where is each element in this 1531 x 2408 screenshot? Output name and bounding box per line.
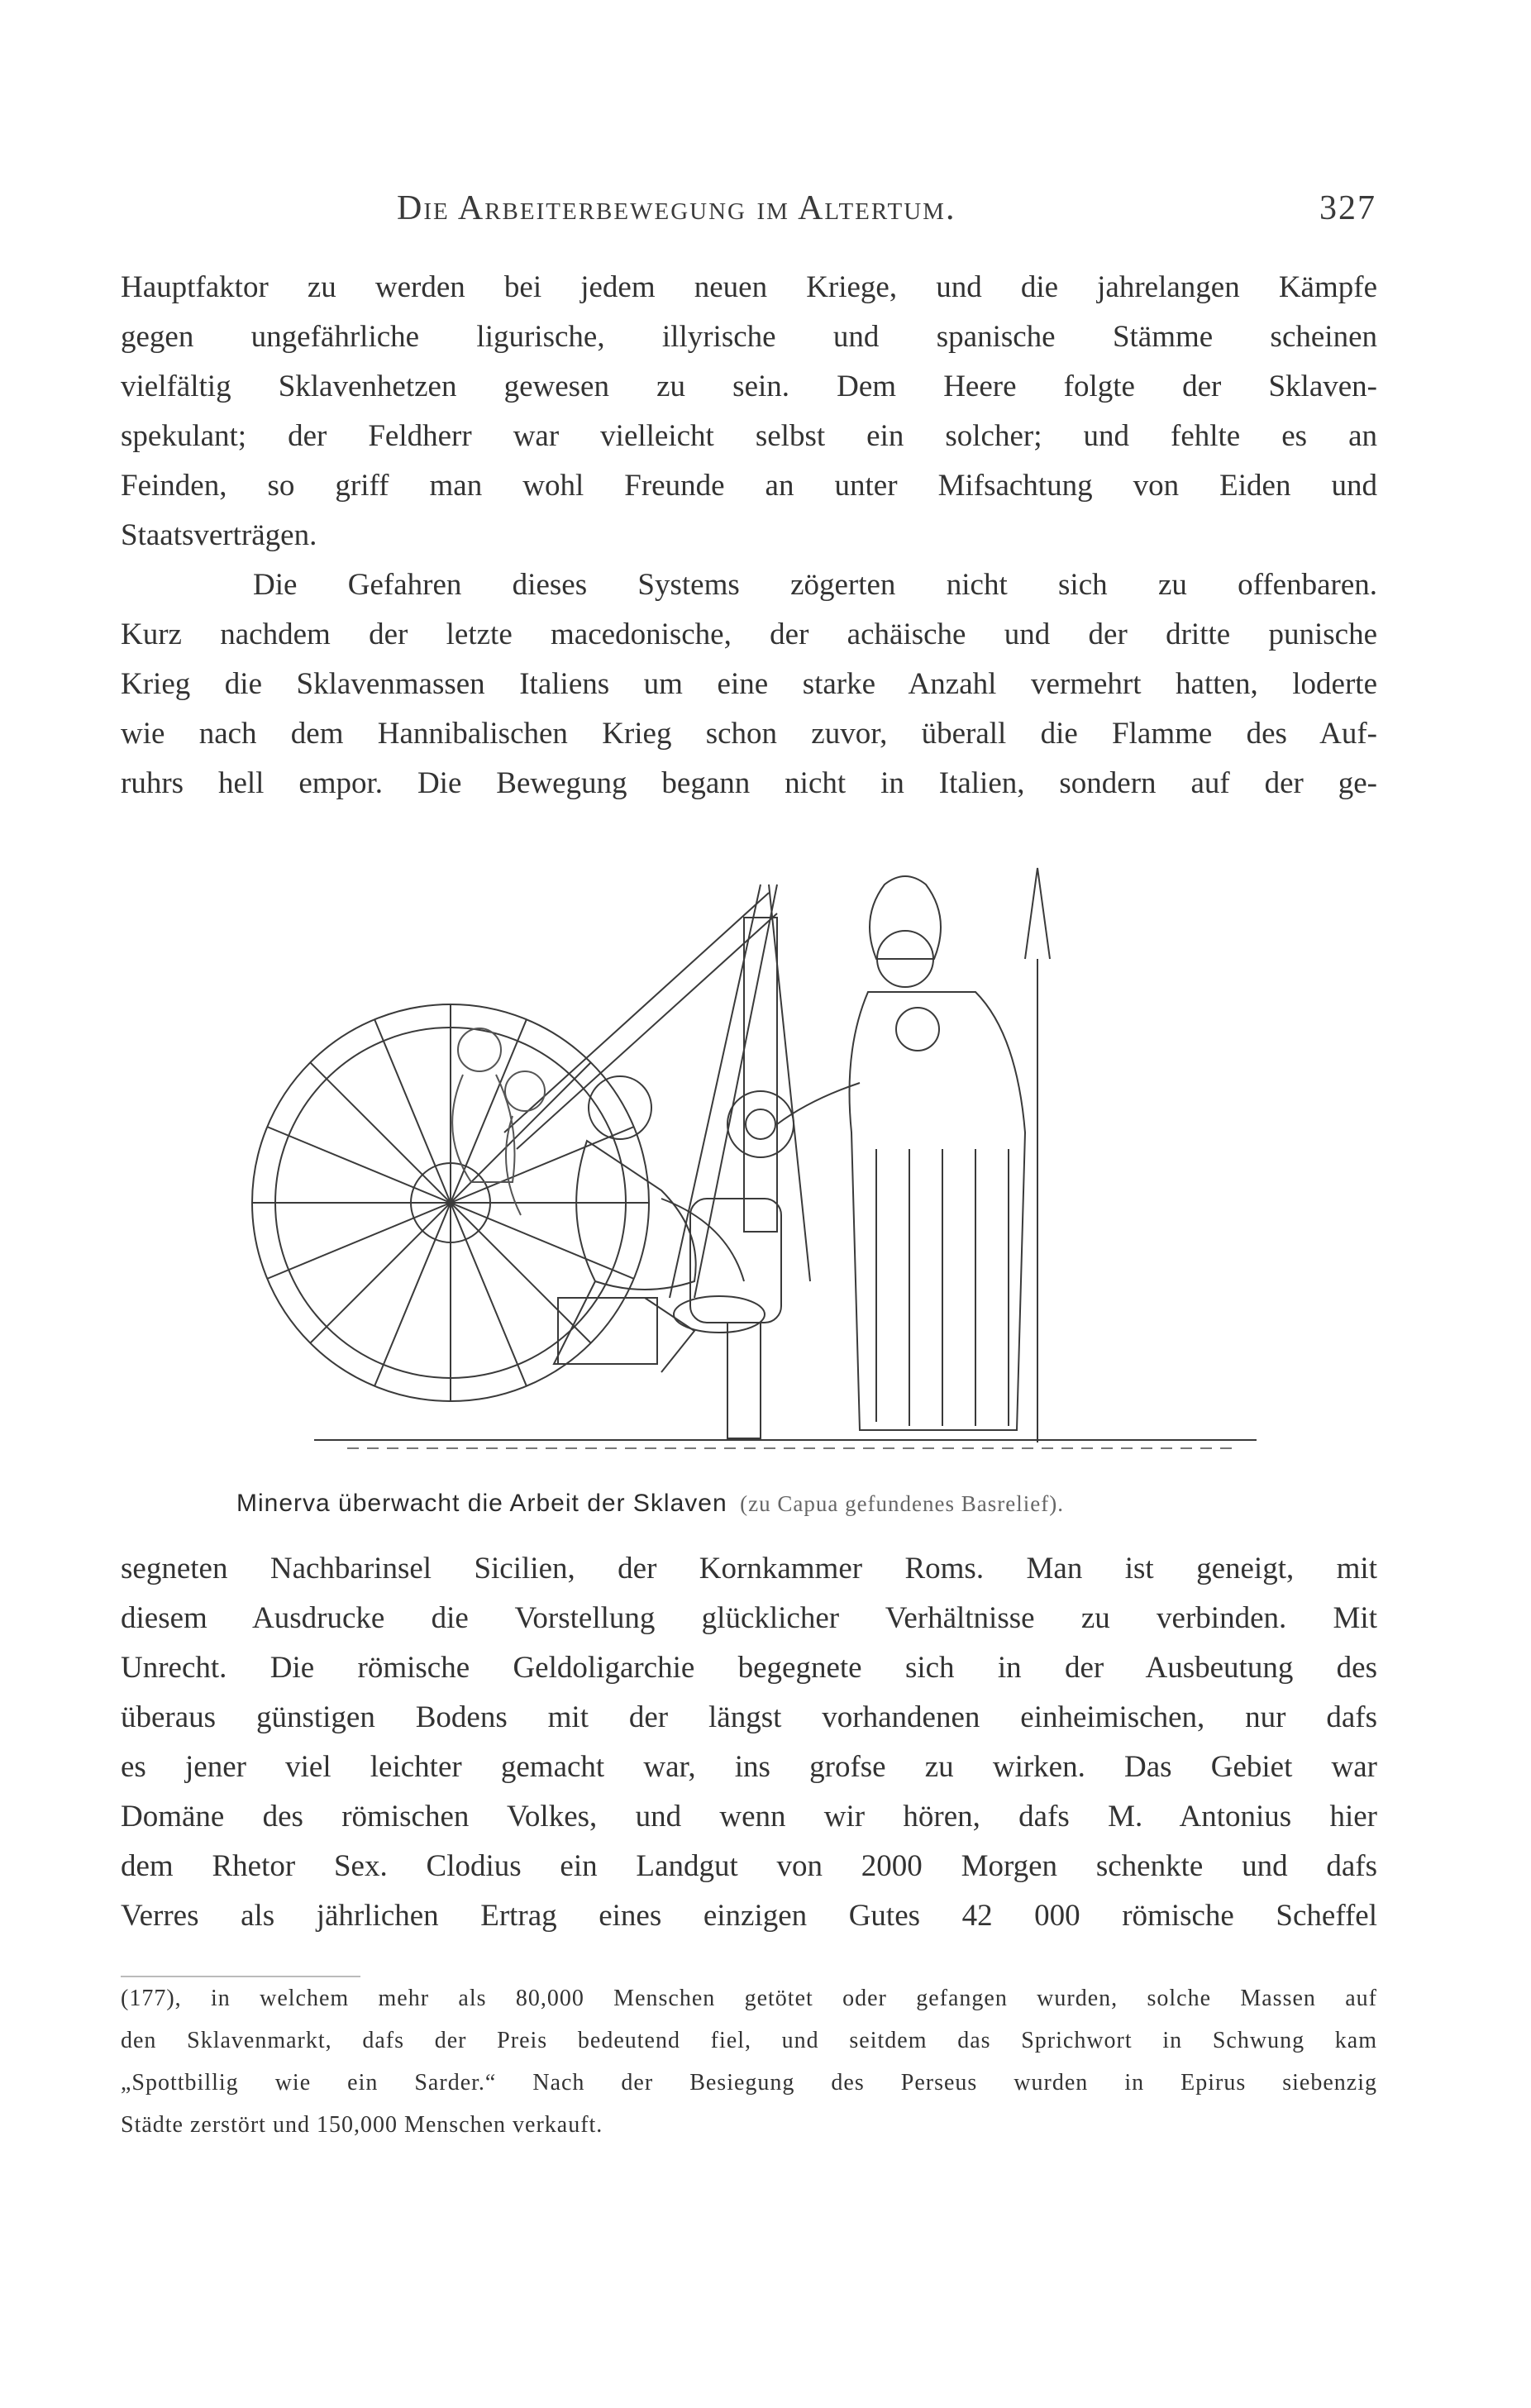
text-line: dem Rhetor Sex. Clodius ein Landgut von 2000 Morgen schenkte und dafs [121,1849,1377,1883]
page-number: 327 [1319,189,1376,227]
footnote-line: den Sklavenmarkt, dafs der Preis bedeutend fiel, und seitdem das Sprichwort in Schwung kam [121,2028,1377,2053]
text-line: Domäne des römischen Volkes, und wenn wir hören, dafs M. Antonius hier [121,1800,1377,1833]
body-text-bottom [121,1544,1377,1941]
text-line: überaus günstigen Bodens mit der längst vorhandenen einheimischen, nur dafs [121,1700,1377,1734]
relief-engraving [231,835,1265,1476]
paragraph-first-line: Die Gefahren dieses Systems zögerten nicht sich zu offenbaren. [253,568,1377,602]
text-line: diesem Ausdrucke die Vorstellung glücklicher Verhältnisse zu verbinden. Mit [121,1601,1377,1635]
caption-text: Minerva überwacht die Arbeit der Sklaven [236,1490,727,1517]
text-line: Unrecht. Die römische Geldoligarchie begegnete sich in der Ausbeutung des [121,1651,1377,1685]
text-line: gegen ungefährliche ligurische, illyrische und spanische Stämme scheinen [121,320,1377,354]
text-line: segneten Nachbarinsel Sicilien, der Kornkammer Roms. Man ist geneigt, mit [121,1552,1377,1585]
relief-illustration [231,835,1265,1476]
text-line: es jener viel leichter gemacht war, ins grofse zu wirken. Das Gebiet war [121,1750,1377,1784]
treadwheel [252,1004,649,1401]
footnote-line: Städte zerstört und 150,000 Menschen verkauft. [121,2112,603,2138]
text-line: Krieg die Sklavenmassen Italiens um eine starke Anzahl vermehrt hatten, loderte [121,667,1377,701]
minerva-figure [777,868,1050,1442]
footnote-line: (177), in welchem mehr als 80,000 Menschen getötet oder gefangen wurden, solche Massen auf [121,1986,1377,2011]
caption-source: (zu Capua gefundenes Basrelief). [740,1491,1064,1516]
text-line: Hauptfaktor zu werden bei jedem neuen Kriege, und die jahrelangen Kämpfe [121,270,1377,304]
running-head [397,188,1376,238]
figure-caption [236,1490,1311,1518]
text-line: Feinden, so griff man wohl Freunde an unter Mifsachtung von Eiden und [121,469,1377,503]
text-line: Kurz nachdem der letzte macedonische, der achäische und der dritte punische [121,617,1377,651]
text-line: wie nach dem Hannibalischen Krieg schon zuvor, überall die Flamme des Auf- [121,717,1377,751]
running-title: Die Arbeiterbewegung im Altertum. [397,189,956,227]
text-line: vielfältig Sklavenhetzen gewesen zu sein. Dem Heere folgte der Sklaven- [121,370,1377,403]
text-line: ruhrs hell empor. Die Bewegung begann nicht in Italien, sondern auf der ge- [121,766,1377,800]
body-text-top [121,263,1377,808]
text-line: Verres als jährlichen Ertrag eines einzigen Gutes 42 000 römische Scheffel [121,1899,1377,1933]
text-line: Staatsverträgen. [121,518,317,552]
seated-figure [554,1076,765,1372]
footnote [121,1977,1377,2146]
text-line: spekulant; der Feldherr war vielleicht selbst ein solcher; und fehlte es an [121,419,1377,453]
footnote-line: „Spottbillig wie ein Sarder.“ Nach der Besiegung des Perseus wurden in Epirus siebenzig [121,2070,1377,2096]
